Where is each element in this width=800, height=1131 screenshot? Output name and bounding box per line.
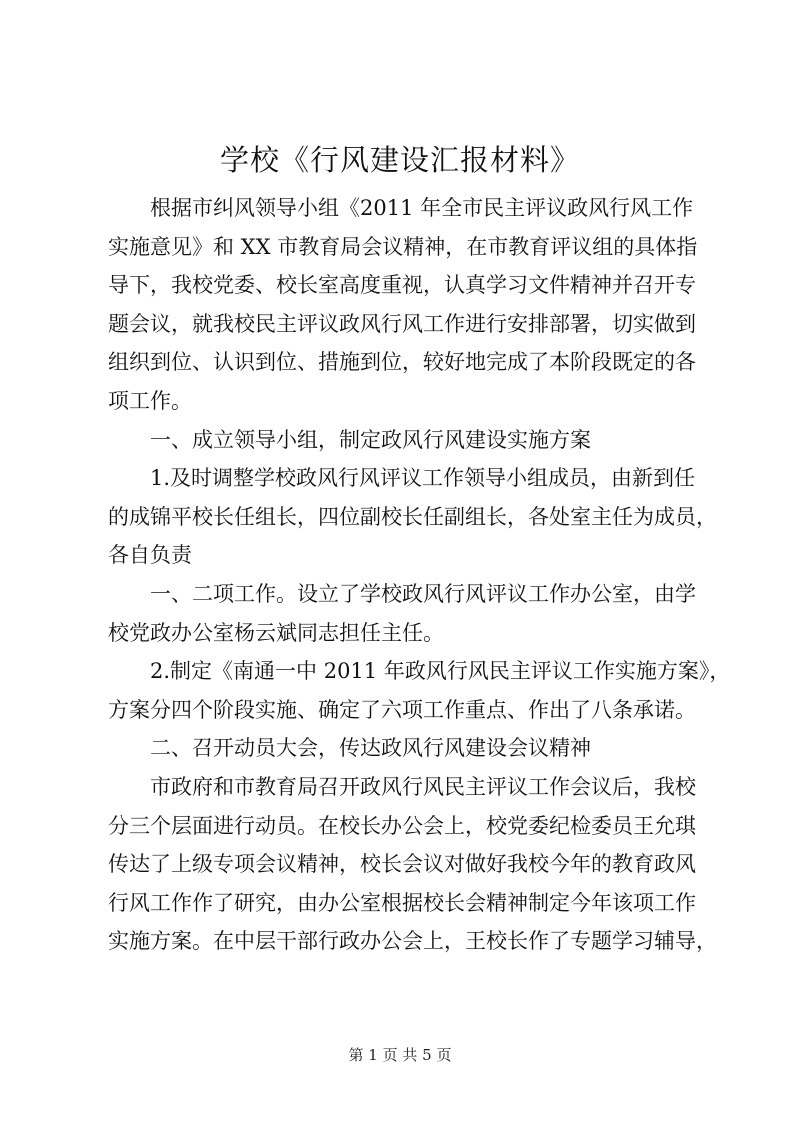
text-line: 分三个层面进行动员。在校长办公会上，校党委纪检委员王允琪 xyxy=(108,813,696,838)
page-footer: 第 1 页 共 5 页 xyxy=(348,1046,452,1064)
document-body xyxy=(108,189,731,961)
text-line: 各自负责 xyxy=(108,543,192,568)
text-line: 项工作。 xyxy=(108,388,192,413)
text-line: 1.及时调整学校政风行风评议工作领导小组成员，由新到任 xyxy=(150,466,696,491)
text-line: 传达了上级专项会议精神，校长会议对做好我校今年的教育政风 xyxy=(108,852,696,877)
text-line: 组织到位、认识到位、措施到位，较好地完成了本阶段既定的各 xyxy=(108,350,696,375)
text-line: 市政府和市教育局召开政风行风民主评议工作会议后，我校 xyxy=(150,774,696,799)
section-heading: 一、成立领导小组，制定政风行风建设实施方案 xyxy=(150,427,591,452)
document-title: 学校《行风建设汇报材料》 xyxy=(219,143,580,177)
text-line: 方案分四个阶段实施、确定了六项工作重点、作出了八条承诺。 xyxy=(108,697,696,722)
text-line: 一、二项工作。设立了学校政风行风评议工作办公室，由学 xyxy=(150,581,696,606)
text-line: 实施意见》和 XX 市教育局会议精神，在市教育评议组的具体指 xyxy=(108,234,698,259)
text-line: 的成锦平校长任组长，四位副校长任副组长，各处室主任为成员， xyxy=(108,504,717,529)
text-line: 校党政办公室杨云斌同志担任主任。 xyxy=(108,620,444,645)
text-line: 导下，我校党委、校长室高度重视，认真学习文件精神并召开专 xyxy=(108,273,696,298)
text-line: 实施方案。在中层干部行政办公会上，王校长作了专题学习辅导， xyxy=(108,929,717,954)
text-line: 题会议，就我校民主评议政风行风工作进行安排部署，切实做到 xyxy=(108,311,696,336)
text-line: 2.制定《南通一中 2011 年政风行风民主评议工作实施方案》， xyxy=(150,659,731,684)
section-heading: 二、召开动员大会，传达政风行风建设会议精神 xyxy=(150,736,591,761)
text-line: 行风工作作了研究，由办公室根据校长会精神制定今年该项工作 xyxy=(108,890,696,915)
text-line: 根据市纠风领导小组《2011 年全市民主评议政风行风工作 xyxy=(150,196,694,220)
